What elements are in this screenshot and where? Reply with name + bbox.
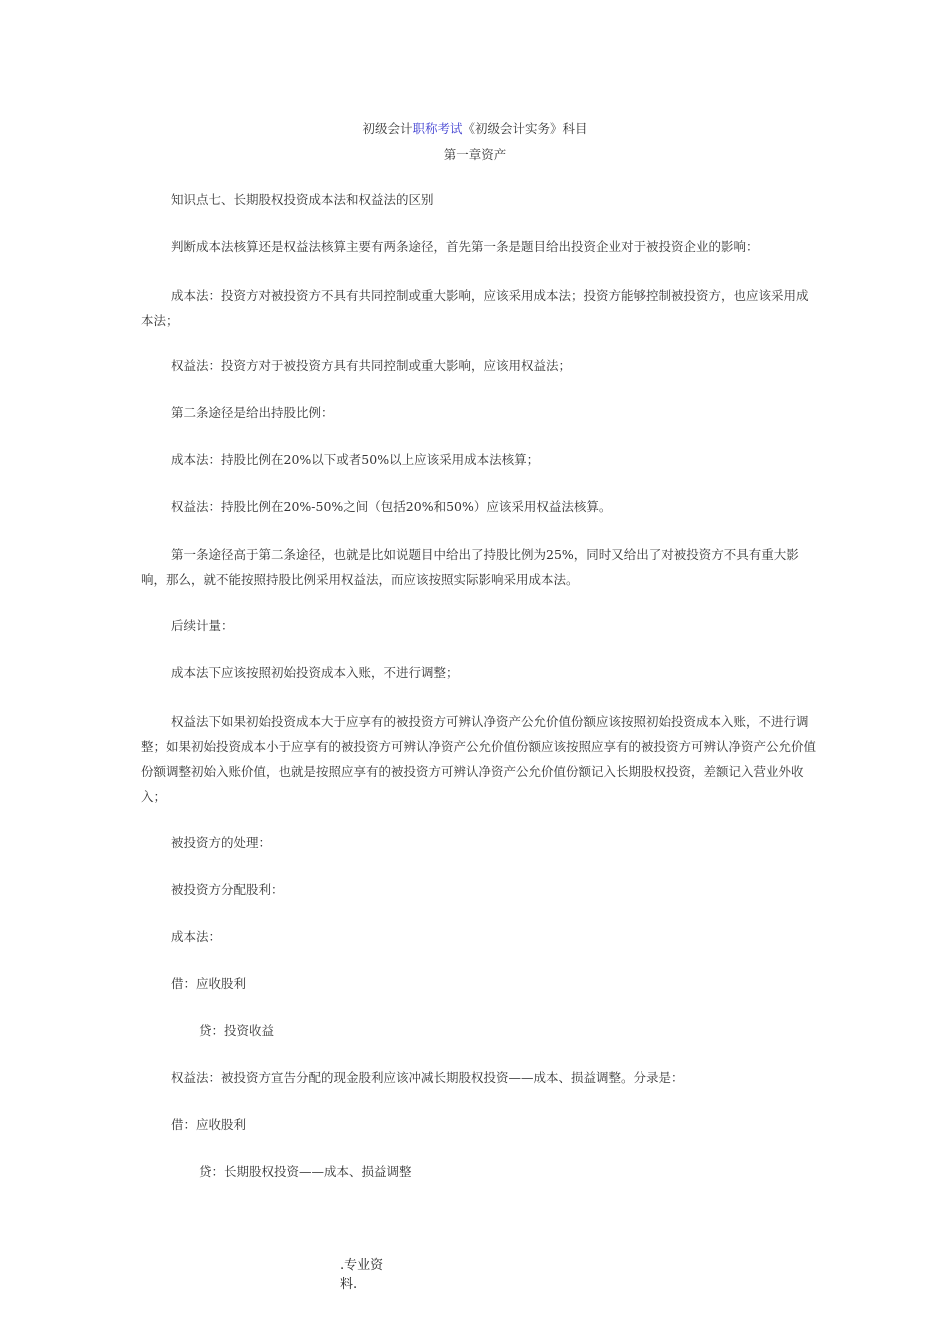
- paragraph: 权益法下如果初始投资成本大于应享有的被投资方可辨认净资产公允价值份额应该按照初始投资成本入账，不进行调整；如果初始投资成本小于应享有的被投资方可辨认净资产公允价值份额应该按照应享有的被投资方可辨认净资产公允价值份额调整初始入账价值，也就是按照应享有的被投资方可辨认净资产公允价值份额记入长期股权投资，差额记入营业外收入；: [141, 714, 817, 804]
- paragraph: 被投资方分配股利：: [171, 882, 284, 897]
- paragraph: 权益法：被投资方宣告分配的现金股利应该冲减长期股权投资——成本、损益调整。分录是：: [171, 1070, 684, 1085]
- paragraph: 成本法：: [171, 929, 222, 944]
- journal-debit: 借：应收股利: [171, 1117, 247, 1132]
- paragraph: 成本法下应该按照初始投资成本入账，不进行调整；: [171, 665, 459, 680]
- paragraph: 权益法：投资方对于被投资方具有共同控制或重大影响，应该用权益法；: [171, 358, 572, 373]
- page-footer: .专业资料.: [340, 1258, 384, 1292]
- paragraph: 后续计量：: [171, 618, 234, 633]
- title-suffix: 《初级会计实务》科目: [462, 121, 588, 136]
- journal-credit: 贷：长期股权投资——成本、损益调整: [199, 1164, 412, 1179]
- title-link[interactable]: 职称考试: [412, 121, 463, 136]
- paragraph: 判断成本法核算还是权益法核算主要有两条途径，首先第一条是题目给出投资企业对于被投资企业的影响：: [171, 239, 759, 254]
- paragraph: 第一条途径高于第二条途径，也就是比如说题目中给出了持股比例为25%，同时又给出了对被投资方不具有重大影响，那么，就不能按照持股比例采用权益法，而应该按照实际影响采用成本法。: [141, 547, 799, 587]
- paragraph: 被投资方的处理：: [171, 835, 272, 850]
- paragraph: 第二条途径是给出持股比例：: [171, 405, 334, 420]
- journal-debit: 借：应收股利: [171, 976, 247, 991]
- journal-credit: 贷：投资收益: [199, 1023, 275, 1038]
- paragraph: 成本法：持股比例在20%以下或者50%以上应该采用成本法核算；: [171, 452, 540, 467]
- chapter-heading: 第一章资产: [443, 147, 507, 162]
- knowledge-point-heading: 知识点七、长期股权投资成本法和权益法的区别: [171, 192, 434, 207]
- paragraph: 成本法：投资方对被投资方不具有共同控制或重大影响，应该采用成本法；投资方能够控制被投资方，也应该采用成本法；: [141, 288, 809, 328]
- paragraph: 权益法：持股比例在20%-50%之间（包括20%和50%）应该采用权益法核算。: [171, 499, 612, 514]
- title-prefix: 初级会计: [362, 121, 413, 136]
- document-title: [0, 119, 950, 139]
